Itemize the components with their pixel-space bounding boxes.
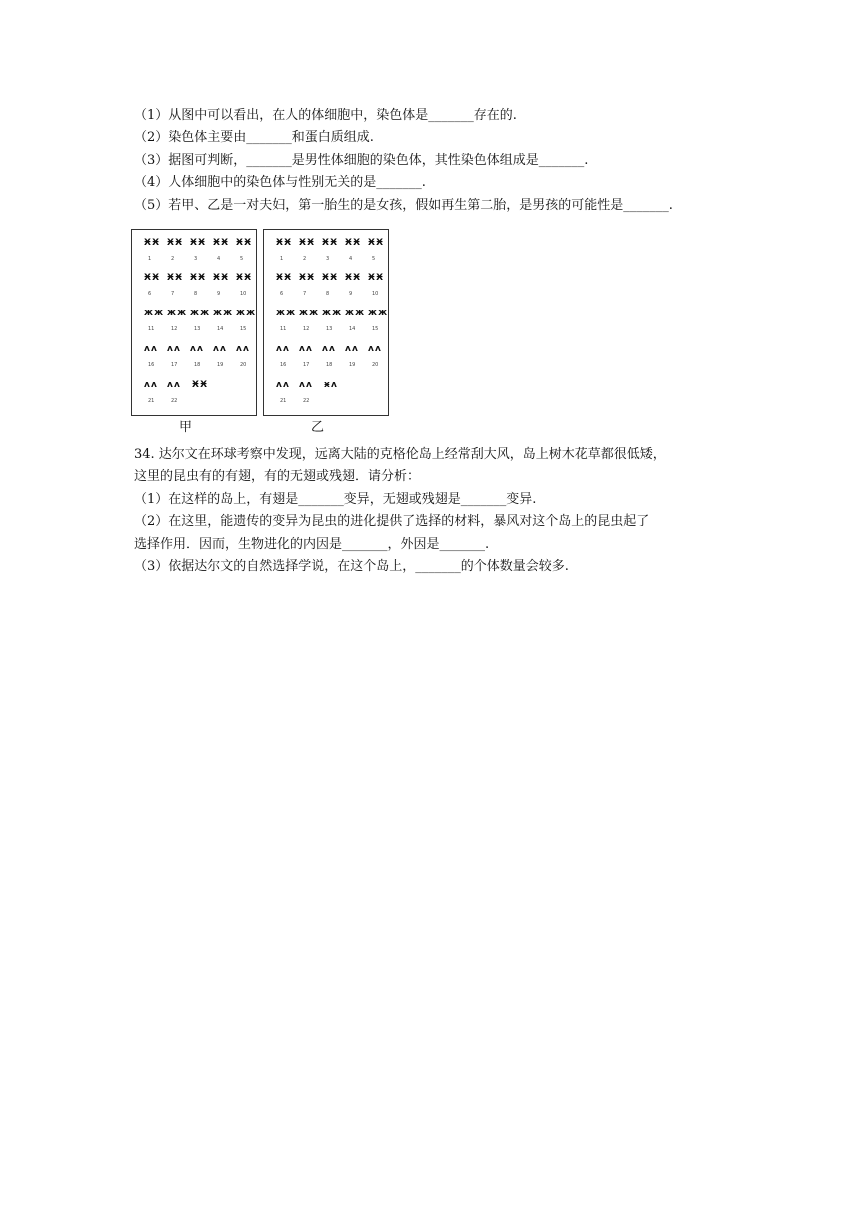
- chromosome-pair: ᴧ ᴧ: [144, 380, 156, 390]
- chromosome-number: 14: [217, 326, 224, 332]
- chromosome-pair: Ӿ Ӿ: [144, 273, 159, 283]
- chromosome-pair: ж ж: [322, 308, 341, 318]
- q34-stem-line-1: 34. 达尔文在环球考察中发现，远离大陆的克格伦岛上经常刮大风，岛上树木花草都很低矮，: [134, 447, 666, 462]
- chromosome-pair: Ӿ Ӿ: [276, 238, 291, 248]
- chromosome-pair: ж ж: [213, 308, 232, 318]
- q33-item-5: （5）若甲、乙是一对夫妇，第一胎生的是女孩，假如再生第二胎，是男孩的可能性是_______.: [134, 198, 673, 213]
- chromosome-pair: ᴧ ᴧ: [236, 344, 248, 354]
- chromosome-pair: Ӿ Ӿ: [190, 273, 205, 283]
- chromosome-pair: ᴧ ᴧ: [299, 380, 311, 390]
- karyotype-label-jia: 甲: [179, 420, 193, 435]
- chromosome-pair: ᴧ ᴧ: [167, 380, 179, 390]
- chromosome-number: 5: [240, 256, 244, 262]
- chromosome-number: 11: [280, 326, 287, 332]
- q33-item-3: （3）据图可判断，_______是男性体细胞的染色体，其性染色体组成是_______.: [134, 153, 589, 168]
- chromosome-number: 20: [240, 362, 247, 368]
- chromosome-pair: Ӿ Ӿ: [144, 238, 159, 248]
- q33-item-4: （4）人体细胞中的染色体与性别无关的是_______.: [134, 175, 426, 190]
- chromosome-pair: ᴧ ᴧ: [276, 344, 288, 354]
- chromosome-number: 19: [349, 362, 356, 368]
- chromosome-pair: ж ж: [236, 308, 255, 318]
- chromosome-number: 22: [171, 398, 178, 404]
- chromosome-pair: ᴧ ᴧ: [190, 344, 202, 354]
- chromosome-number: 1: [148, 256, 152, 262]
- chromosome-number: 2: [303, 256, 307, 262]
- chromosome-pair: ᴧ ᴧ: [276, 380, 288, 390]
- chromosome-number: 9: [349, 291, 353, 297]
- chromosome-pair: ж ж: [190, 308, 209, 318]
- chromosome-number: 8: [194, 291, 198, 297]
- sex-chromosomes: Ӿ Ӿ: [192, 380, 207, 390]
- chromosome-number: 3: [326, 256, 330, 262]
- chromosome-pair: ᴧ ᴧ: [213, 344, 225, 354]
- chromosome-number: 10: [372, 291, 379, 297]
- chromosome-pair: ᴧ ᴧ: [322, 344, 334, 354]
- q34-item-2-line-1: （2）在这里，能遗传的变异为昆虫的进化提供了选择的材料，暴风对这个岛上的昆虫起了: [134, 514, 650, 529]
- chromosome-number: 13: [194, 326, 201, 332]
- chromosome-number: 14: [349, 326, 356, 332]
- chromosome-pair: ᴧ ᴧ: [368, 344, 380, 354]
- chromosome-number: 22: [303, 398, 310, 404]
- chromosome-number: 17: [303, 362, 310, 368]
- chromosome-number: 20: [372, 362, 379, 368]
- karyotype-label-yi: 乙: [311, 420, 325, 435]
- chromosome-number: 16: [280, 362, 287, 368]
- chromosome-number: 10: [240, 291, 247, 297]
- chromosome-number: 7: [303, 291, 307, 297]
- chromosome-number: 18: [326, 362, 333, 368]
- chromosome-pair: ᴧ ᴧ: [144, 344, 156, 354]
- chromosome-number: 17: [171, 362, 178, 368]
- q33-item-2: （2）染色体主要由_______和蛋白质组成.: [134, 130, 374, 145]
- chromosome-number: 11: [148, 326, 155, 332]
- chromosome-number: 12: [171, 326, 178, 332]
- chromosome-pair: ж ж: [345, 308, 364, 318]
- chromosome-pair: ж ж: [368, 308, 387, 318]
- q34-item-3: （3）依据达尔文的自然选择学说，在这个岛上，_______的个体数量会较多.: [134, 559, 569, 574]
- chromosome-pair: Ӿ Ӿ: [368, 238, 383, 248]
- chromosome-number: 4: [349, 256, 353, 262]
- chromosome-number: 9: [217, 291, 221, 297]
- chromosome-number: 21: [148, 398, 155, 404]
- chromosome-pair: Ӿ Ӿ: [276, 273, 291, 283]
- chromosome-pair: Ӿ Ӿ: [368, 273, 383, 283]
- karyotype-figure: [131, 229, 389, 435]
- chromosome-pair: ᴧ ᴧ: [167, 344, 179, 354]
- chromosome-pair: Ӿ Ӿ: [322, 238, 337, 248]
- q34-stem-line-2: 这里的昆虫有的有翅，有的无翅或残翅．请分析：: [134, 469, 421, 484]
- chromosome-number: 1: [280, 256, 284, 262]
- chromosome-pair: ж ж: [167, 308, 186, 318]
- chromosome-pair: Ӿ Ӿ: [167, 273, 182, 283]
- chromosome-number: 18: [194, 362, 201, 368]
- karyotype-panel-yi: [263, 229, 389, 416]
- chromosome-pair: Ӿ Ӿ: [236, 238, 251, 248]
- chromosome-pair: ж ж: [299, 308, 318, 318]
- chromosome-number: 13: [326, 326, 333, 332]
- karyotype-panel-jia: [131, 229, 257, 416]
- chromosome-number: 8: [326, 291, 330, 297]
- chromosome-pair: Ӿ Ӿ: [236, 273, 251, 283]
- chromosome-number: 2: [171, 256, 175, 262]
- chromosome-pair: ᴧ ᴧ: [299, 344, 311, 354]
- chromosome-number: 6: [280, 291, 284, 297]
- chromosome-number: 3: [194, 256, 198, 262]
- q33-item-1: （1）从图中可以看出，在人的体细胞中，染色体是_______存在的.: [134, 108, 517, 123]
- chromosome-pair: Ӿ Ӿ: [299, 273, 314, 283]
- chromosome-number: 12: [303, 326, 310, 332]
- chromosome-pair: Ӿ Ӿ: [322, 273, 337, 283]
- chromosome-number: 5: [372, 256, 376, 262]
- chromosome-number: 21: [280, 398, 287, 404]
- sex-chromosomes: ӿ ᴧ: [324, 380, 336, 390]
- q34-item-2-line-2: 选择作用．因而，生物进化的内因是_______，外因是_______.: [134, 537, 490, 552]
- q34-item-1: （1）在这样的岛上，有翅是_______变异，无翅或残翅是_______变异.: [134, 492, 537, 507]
- chromosome-pair: Ӿ Ӿ: [345, 273, 360, 283]
- chromosome-pair: ж ж: [144, 308, 163, 318]
- chromosome-pair: Ӿ Ӿ: [213, 273, 228, 283]
- chromosome-number: 6: [148, 291, 152, 297]
- chromosome-number: 19: [217, 362, 224, 368]
- chromosome-pair: Ӿ Ӿ: [190, 238, 205, 248]
- chromosome-pair: Ӿ Ӿ: [345, 238, 360, 248]
- chromosome-pair: Ӿ Ӿ: [167, 238, 182, 248]
- chromosome-number: 7: [171, 291, 175, 297]
- chromosome-number: 4: [217, 256, 221, 262]
- chromosome-number: 15: [240, 326, 247, 332]
- chromosome-pair: ж ж: [276, 308, 295, 318]
- chromosome-number: 15: [372, 326, 379, 332]
- chromosome-number: 16: [148, 362, 155, 368]
- chromosome-pair: Ӿ Ӿ: [213, 238, 228, 248]
- chromosome-pair: ᴧ ᴧ: [345, 344, 357, 354]
- chromosome-pair: Ӿ Ӿ: [299, 238, 314, 248]
